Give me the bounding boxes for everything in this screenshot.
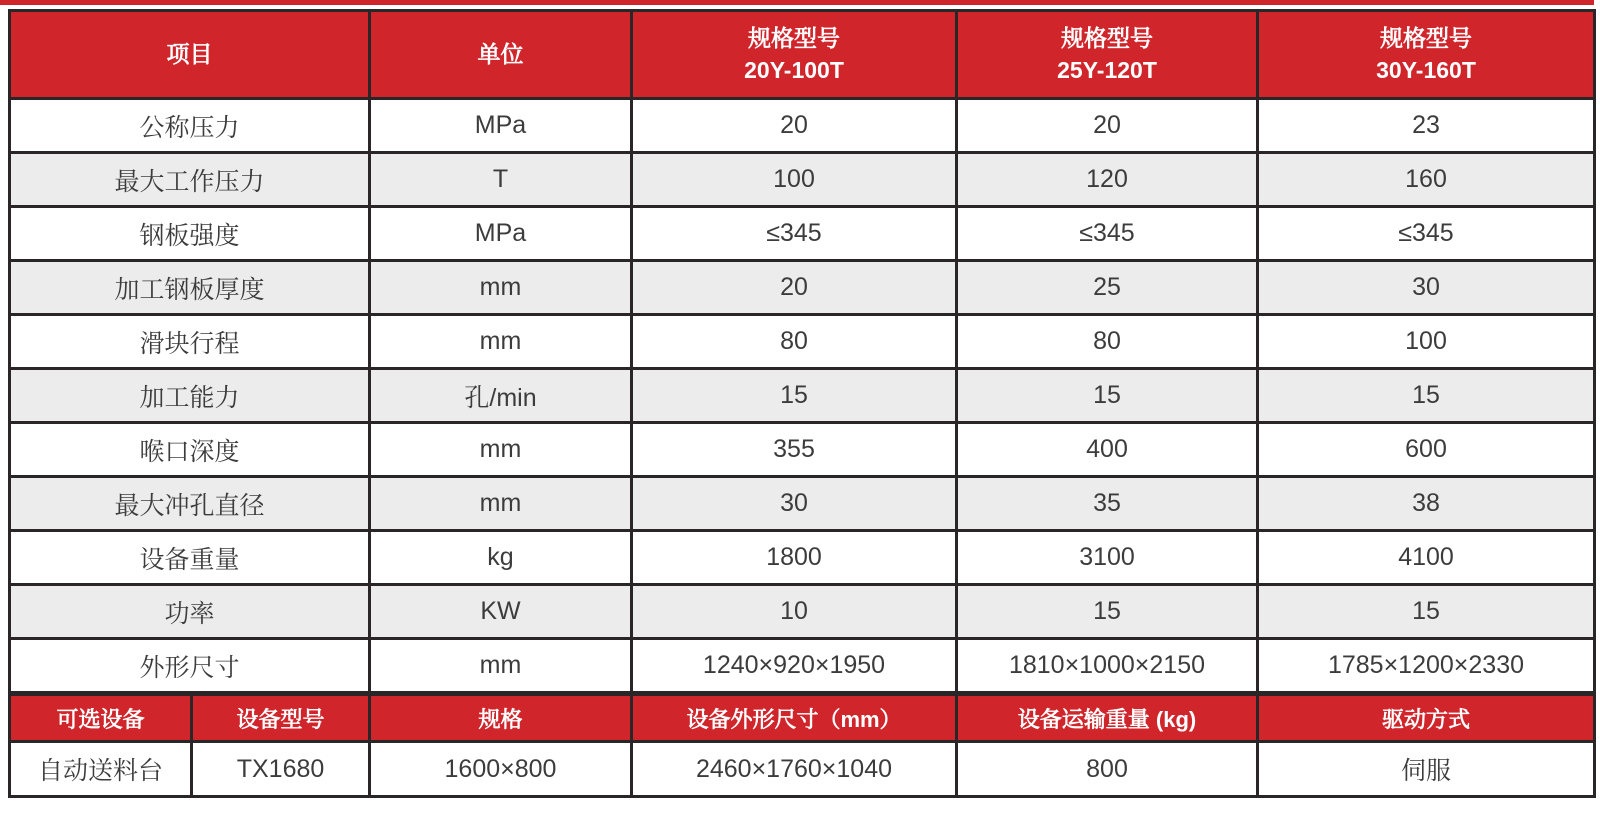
cell-unit: KW [370, 585, 632, 639]
cell-value: 15 [957, 369, 1258, 423]
cell-value: 1800 [632, 531, 957, 585]
cell-value: ≤345 [1258, 207, 1595, 261]
cell-unit: mm [370, 315, 632, 369]
cell-value: 1785×1200×2330 [1258, 639, 1595, 694]
cell-value: 15 [632, 369, 957, 423]
cell-value: ≤345 [632, 207, 957, 261]
model-header-code: 30Y-160T [1376, 56, 1476, 83]
cell-item: 最大工作压力 [10, 153, 370, 207]
spec-row [10, 153, 1595, 207]
cell-value: 80 [632, 315, 957, 369]
cell-value: ≤345 [957, 207, 1258, 261]
cell-value: 30 [632, 477, 957, 531]
col-header-transport-weight: 设备运输重量 (kg) [957, 694, 1258, 742]
col-header-item: 项目 [10, 11, 370, 99]
cell-unit: mm [370, 261, 632, 315]
col-header-drive-type: 驱动方式 [1258, 694, 1595, 742]
col-header-optional-equipment: 可选设备 [10, 694, 192, 742]
spec-row [10, 99, 1595, 153]
spec-row [10, 531, 1595, 585]
cell-value: 100 [632, 153, 957, 207]
spec-row [10, 477, 1595, 531]
cell-unit: MPa [370, 99, 632, 153]
col-header-model-2 [957, 11, 1258, 99]
cell-item: 外形尺寸 [10, 639, 370, 694]
spec-table [8, 9, 1596, 798]
spec-row [10, 639, 1595, 694]
cell-unit: mm [370, 639, 632, 694]
model-header-title: 规格型号 [1061, 25, 1153, 52]
cell-item: 加工能力 [10, 369, 370, 423]
cell-item: 设备重量 [10, 531, 370, 585]
cell-value: 80 [957, 315, 1258, 369]
cell-value: 400 [957, 423, 1258, 477]
cell-unit: mm [370, 423, 632, 477]
cell-drive-type: 伺服 [1258, 742, 1595, 797]
cell-item: 公称压力 [10, 99, 370, 153]
cell-value: 15 [1258, 369, 1595, 423]
cell-unit: MPa [370, 207, 632, 261]
spec-row [10, 315, 1595, 369]
spec-row [10, 369, 1595, 423]
cell-unit: 孔/min [370, 369, 632, 423]
cell-value: 120 [957, 153, 1258, 207]
model-header-title: 规格型号 [1380, 25, 1472, 52]
cell-value: 35 [957, 477, 1258, 531]
spec-row [10, 207, 1595, 261]
cell-value: 20 [632, 99, 957, 153]
cell-value: 30 [1258, 261, 1595, 315]
cell-value: 23 [1258, 99, 1595, 153]
cell-item: 加工钢板厚度 [10, 261, 370, 315]
cell-value: 20 [632, 261, 957, 315]
options-row [10, 742, 1595, 797]
cell-item: 滑块行程 [10, 315, 370, 369]
spec-row [10, 261, 1595, 315]
cell-value: 1810×1000×2150 [957, 639, 1258, 694]
top-accent-line [0, 0, 1594, 5]
cell-value: 3100 [957, 531, 1258, 585]
col-header-model-3 [1258, 11, 1595, 99]
cell-value: 355 [632, 423, 957, 477]
main-header-row [10, 11, 1595, 99]
cell-item: 功率 [10, 585, 370, 639]
options-header-row [10, 694, 1595, 742]
cell-value: 25 [957, 261, 1258, 315]
cell-unit: mm [370, 477, 632, 531]
cell-item: 最大冲孔直径 [10, 477, 370, 531]
model-header-title: 规格型号 [748, 25, 840, 52]
cell-value: 1240×920×1950 [632, 639, 957, 694]
cell-item: 喉口深度 [10, 423, 370, 477]
model-header-code: 20Y-100T [744, 56, 844, 83]
cell-unit: T [370, 153, 632, 207]
cell-equipment-model: TX1680 [192, 742, 370, 797]
col-header-unit: 单位 [370, 11, 632, 99]
col-header-model-1 [632, 11, 957, 99]
col-header-spec: 规格 [370, 694, 632, 742]
cell-optional-equipment: 自动送料台 [10, 742, 192, 797]
cell-equipment-dimensions: 2460×1760×1040 [632, 742, 957, 797]
model-header-code: 25Y-120T [1057, 56, 1157, 83]
col-header-equipment-model: 设备型号 [192, 694, 370, 742]
col-header-equipment-dimensions: 设备外形尺寸（mm） [632, 694, 957, 742]
cell-value: 4100 [1258, 531, 1595, 585]
cell-value: 160 [1258, 153, 1595, 207]
cell-item: 钢板强度 [10, 207, 370, 261]
cell-value: 10 [632, 585, 957, 639]
cell-value: 38 [1258, 477, 1595, 531]
cell-value: 600 [1258, 423, 1595, 477]
spec-row [10, 423, 1595, 477]
cell-value: 20 [957, 99, 1258, 153]
cell-unit: kg [370, 531, 632, 585]
cell-value: 15 [957, 585, 1258, 639]
cell-value: 15 [1258, 585, 1595, 639]
cell-value: 100 [1258, 315, 1595, 369]
cell-spec: 1600×800 [370, 742, 632, 797]
spec-row [10, 585, 1595, 639]
cell-transport-weight: 800 [957, 742, 1258, 797]
